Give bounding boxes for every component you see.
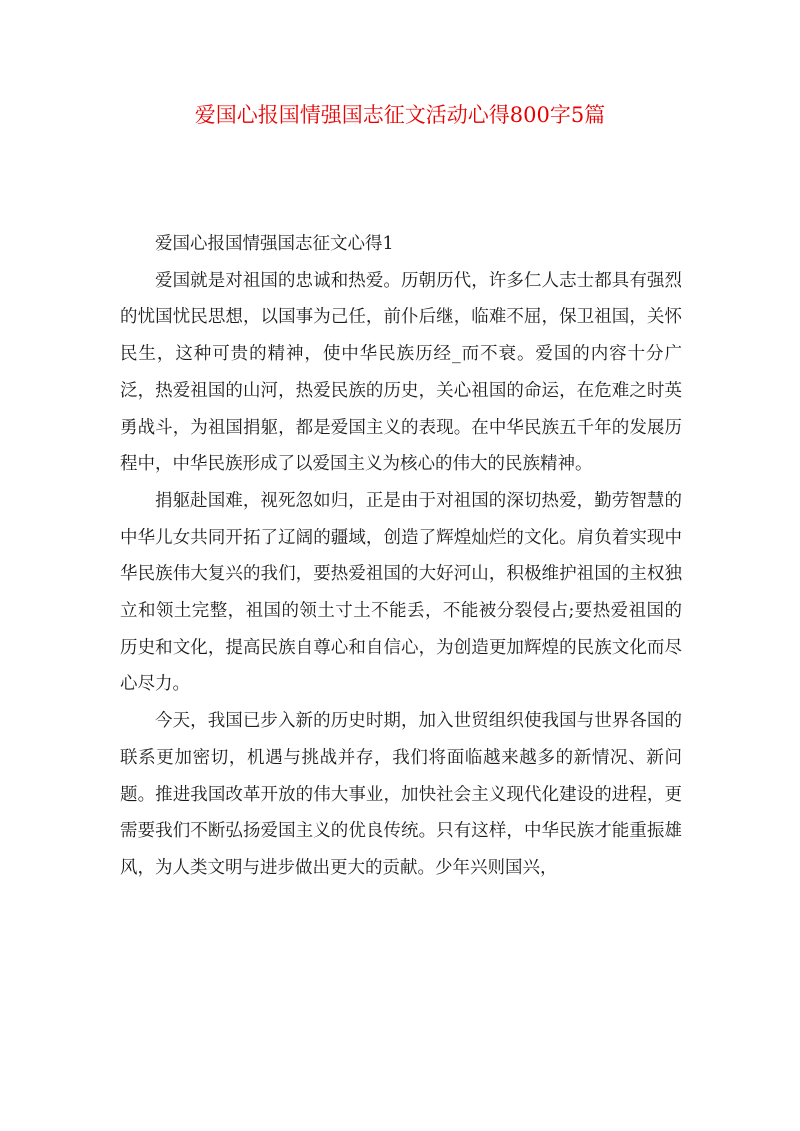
paragraph-1: 爱国就是对祖国的忠诚和热爱。历朝历代，许多仁人志士都具有强烈的忧国忧民思想，以国事为己任，前仆后继，临难不屈，保卫祖国，关怀民生，这种可贵的精神，使中华民族历经_而不衰。爱国的内容十分广泛，热爱祖国的山河，热爱民族的历史，关心祖国的命运，在危难之时英勇战斗，为祖国捐躯，都是爱国主义的表现。在中华民族五千年的发展历程中，中华民族形成了以爱国主义为核心的伟大的民族精神。 — [120, 270, 682, 475]
section-heading: 爱国心报国情强国志征文心得1 — [155, 234, 394, 254]
paragraph-2: 捐躯赴国难，视死忽如归，正是由于对祖国的深切热爱，勤劳智慧的中华儿女共同开拓了辽阔的疆域，创造了辉煌灿烂的文化。肩负着实现中华民族伟大复兴的我们，要热爱祖国的大好河山，积极维护祖国的主权独立和领土完整，祖国的领土寸土不能丢，不能被分裂侵占;要热爱祖国的历史和文化，提高民族自尊心和自信心，为创造更加辉煌的民族文化而尽心尽力。 — [120, 490, 682, 695]
document-body — [120, 226, 682, 887]
paragraph-3: 今天，我国已步入新的历史时期，加入世贸组织使我国与世界各国的联系更加密切，机遇与挑战并存，我们将面临越来越多的新情况、新问题。推进我国改革开放的伟大事业，加快社会主义现代化建设的进程，更需要我们不断弘扬爱国主义的优良传统。只有这样，中华民族才能重振雄风，为人类文明与进步做出更大的贡献。少年兴则国兴， — [120, 711, 682, 878]
document-title: 爱国心报国情强国志征文活动心得800字5篇 — [194, 103, 606, 127]
